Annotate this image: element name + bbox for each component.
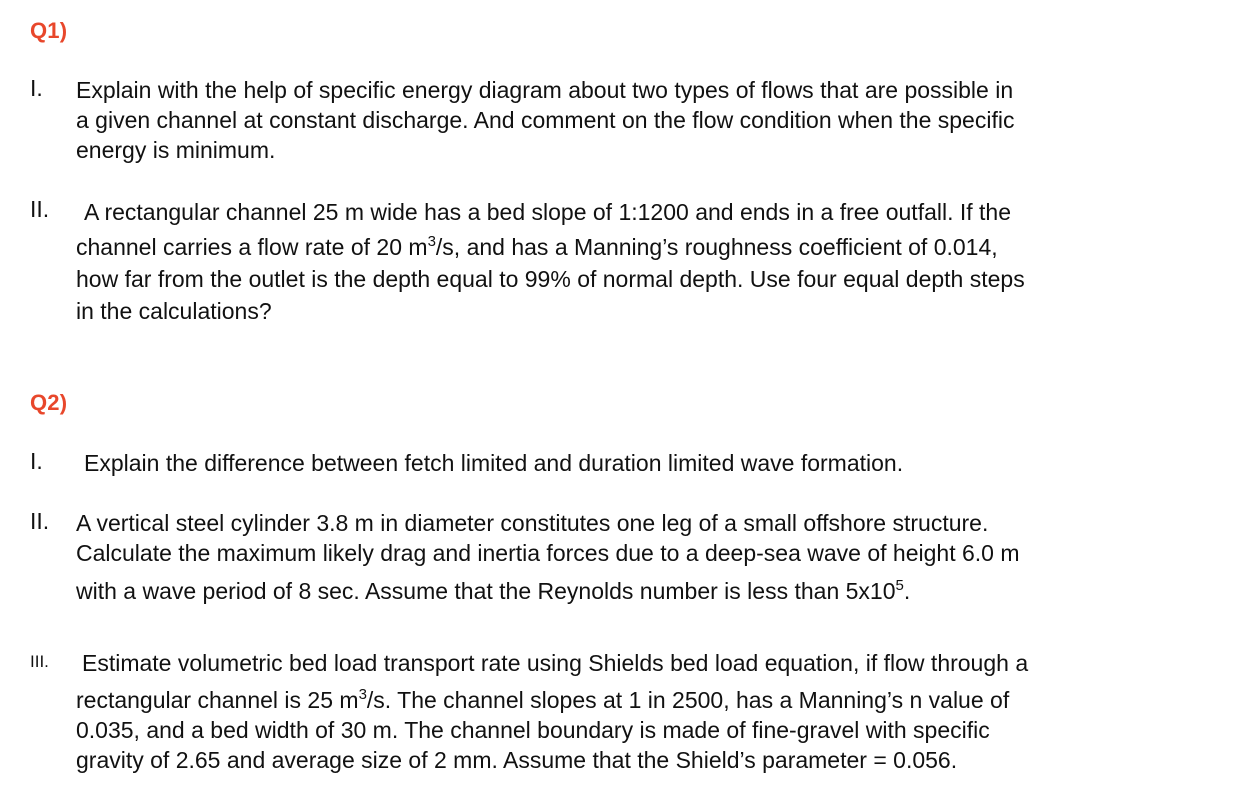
text-segment: /s, and has a Manning’s roughness coefficient of 0.014,: [435, 234, 998, 260]
text-segment: rectangular channel is 25 m: [76, 687, 359, 713]
superscript: 3: [358, 686, 367, 703]
text-line: [76, 231, 1239, 263]
text-line: [76, 685, 1239, 715]
superscript: 5: [895, 577, 904, 594]
text-line: Explain with the help of specific energy diagram about two types of flows that are possible in: [76, 77, 1014, 103]
text-line: how far from the outlet is the depth equal to 99% of normal depth. Use four equal depth steps: [76, 266, 1025, 292]
question-1-heading: Q1): [30, 18, 68, 43]
part-text: [76, 508, 1239, 606]
part-text: [76, 75, 1239, 165]
question-1-part-1: [30, 75, 1239, 165]
text-segment: .: [903, 578, 911, 604]
question-2-part-2: [30, 508, 1239, 606]
text-line: gravity of 2.65 and average size of 2 mm. Assume that the Shield’s parameter = 0.056.: [76, 747, 958, 773]
part-number: I.: [30, 75, 43, 101]
part-number: II.: [30, 508, 50, 534]
question-2-part-1: [30, 448, 1239, 478]
text-line: A rectangular channel 25 m wide has a bed slope of 1:1200 and ends in a free outfall. If the: [84, 199, 1012, 225]
superscript: 3: [427, 233, 436, 250]
part-number: II.: [30, 196, 50, 222]
text-line: A vertical steel cylinder 3.8 m in diameter constitutes one leg of a small offshore structure.: [76, 510, 989, 536]
text-line: Estimate volumetric bed load transport rate using Shields bed load equation, if flow through a: [82, 650, 1029, 676]
part-number: III.: [30, 652, 49, 671]
text-line: in the calculations?: [76, 298, 272, 324]
question-2-heading: Q2): [30, 390, 68, 415]
part-text: [76, 648, 1239, 775]
text-line: a given channel at constant discharge. And comment on the flow condition when the specific: [76, 107, 1015, 133]
part-number: I.: [30, 448, 43, 474]
question-2-part-3: [30, 648, 1239, 775]
part-text: [76, 448, 1239, 478]
text-line: energy is minimum.: [76, 137, 276, 163]
text-segment: /s. The channel slopes at 1 in 2500, has a Manning’s n value of: [366, 687, 1010, 713]
text-line: [76, 576, 1239, 606]
text-line: Explain the difference between fetch limited and duration limited wave formation.: [84, 450, 904, 476]
question-1-part-2: [30, 196, 1239, 327]
text-line: Calculate the maximum likely drag and inertia forces due to a deep-sea wave of height 6.0 m: [76, 540, 1020, 566]
text-line: 0.035, and a bed width of 30 m. The channel boundary is made of fine-gravel with specific: [76, 717, 990, 743]
part-text: [76, 196, 1239, 327]
text-segment: with a wave period of 8 sec. Assume that the Reynolds number is less than 5x10: [76, 578, 896, 604]
text-segment: channel carries a flow rate of 20 m: [76, 234, 428, 260]
